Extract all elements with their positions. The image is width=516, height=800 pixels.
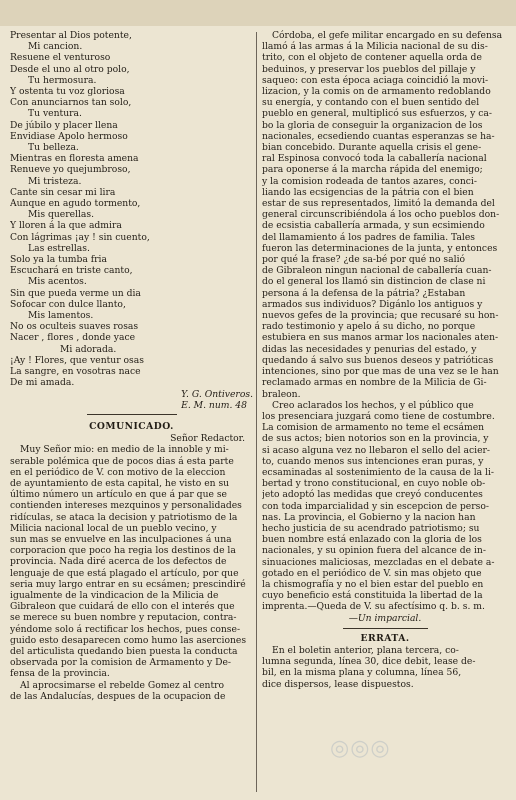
poem-line: Y ostenta tu voz gloriosa <box>10 86 125 98</box>
text-line: de Gibraleon ningun nacional de caballería cuan- <box>262 265 492 277</box>
text-line: los presenciara juzgará como tiene de costumbre. <box>262 410 495 422</box>
text-line: beduinos, y preservar los pueblos del pillaje y <box>262 63 476 75</box>
poem-line: Mi tristeza. <box>28 175 82 187</box>
text-line: Muy Señor mio: en medio de la innoble y mi- <box>20 444 229 456</box>
text-line: persona á la defensa de la pátria? ¿Estaban <box>262 287 466 299</box>
text-line: de las Andalucías, despues de la ocupacion de <box>10 690 226 702</box>
text-line: seria muy largo entrar en su ecsámen; prescindiré <box>10 578 246 590</box>
right-paragraph <box>262 30 508 400</box>
text-line: corporacion que poco ha regia los destinos de la <box>10 545 236 557</box>
text-line: intenciones, sino por que mas de una vez se le han <box>262 366 499 378</box>
text-line: jeto adoptó las medidas que creyó conducentes <box>262 489 483 501</box>
text-line: gotado en el periódico de V. sin mas objeto que <box>262 567 482 579</box>
text-line: cuyo beneficio está constituida la libertad de la <box>262 590 483 602</box>
right-column <box>262 30 508 690</box>
poem-line: Nacer , flores , donde yace <box>10 332 136 344</box>
text-line: del llamamiento á los padres de familia. Tales <box>262 231 476 243</box>
text-line: Creo aclarados los hechos, y el público que <box>272 399 474 411</box>
poem-line: Desde el uno al otro polo, <box>10 63 130 75</box>
text-line: Al aprocsimarse el rebelde Gomez al centro <box>20 679 225 691</box>
text-line: lenguaje de que está plagado el artículo, por que <box>10 567 239 579</box>
poem-line: Envidiase Apolo hermoso <box>10 130 128 142</box>
text-line: pueblo en general, multiplicó sus esfuerzos, y ca- <box>262 108 492 120</box>
text-line: en el periódico de V. con motivo de la eleccion <box>10 466 226 478</box>
text-line: nacionales, y su opinion fuera del alcance de in- <box>262 545 486 557</box>
errata-text <box>262 645 508 690</box>
poem-line: Mis lamentos. <box>28 310 94 322</box>
text-line: observada por la comision de Armamento y De- <box>10 657 231 669</box>
poem-line: Mis querellas. <box>28 209 95 221</box>
text-line: se merece su buen nombre y reputacion, contra- <box>10 612 237 624</box>
text-line: si acaso alguna vez no llebaron el sello del acier- <box>262 444 491 456</box>
poem-line: De mi amada. <box>10 377 75 389</box>
comunicado-heading: COMUNICADO. <box>89 420 174 432</box>
text-line: de ayuntamiento de esta capital, he visto en su <box>10 477 230 489</box>
text-line: ecsaminadas al sostenimiento de la causa de la li- <box>262 466 495 478</box>
poem-line: Aunque en agudo tormento, <box>10 198 141 210</box>
text-line: sinuaciones maliciosas, mezcladas en el debate a- <box>262 556 495 568</box>
text-line: nacionales, ecsediendo cuantas esperanzas se ha- <box>262 130 495 142</box>
left-paragraph <box>10 444 253 679</box>
errata-line: En el boletin anterior, plana tercera, co- <box>272 644 459 656</box>
poem-line: Sofocar con dulce llanto, <box>10 298 126 310</box>
text-line: yéndome solo á rectificar los hechos, pues conse- <box>10 623 241 635</box>
text-line: liando las ecsigencias de la pátria con el bien <box>262 186 474 198</box>
errata-line: dice dispersos, lease dispuestos. <box>262 678 414 690</box>
text-line: Córdoba, el gefe militar encargado en su defensa <box>272 30 503 41</box>
errata-line: bil, en la misma plana y columna, línea 56, <box>262 667 462 679</box>
poem-line: No os oculteis suaves rosas <box>10 321 139 333</box>
text-line: último número un artículo en que á par que se <box>10 489 227 501</box>
text-line: de ecsistia caballería armada, y sun ecsimiendo <box>262 220 485 232</box>
poem-line: Mis acentos. <box>28 276 87 288</box>
page-top-edge <box>0 0 516 26</box>
poem-line: Con anunciarnos tan solo, <box>10 97 132 109</box>
poem-line: Con lágrimas ¡ay ! sin cuento, <box>10 231 150 243</box>
text-line: y la comision rodeada de tantos azares, conci- <box>262 175 477 187</box>
text-line: La comision de armamento no teme el ecsámen <box>262 422 485 434</box>
text-line: trito, con el objeto de contener aquella orda de <box>262 52 482 64</box>
text-line: didas las necesidades y penurias del estado, y <box>262 343 477 355</box>
poem-line: Mientras en floresta amena <box>10 153 139 165</box>
text-line: do el general los llamó sin distincion de clase ni <box>262 276 486 288</box>
text-line: rado testimonio y apelo á su dicho, no porque <box>262 321 476 333</box>
text-line: armados sus individuos? Digánlo los antiguos y <box>262 298 483 310</box>
text-line: bo la gloria de conseguir la organizacion de los <box>262 119 483 131</box>
text-line: su energía, y contando con el buen sentido del <box>262 97 480 109</box>
poem-line: Renueve yo quejumbroso, <box>10 164 131 176</box>
section-divider <box>87 414 177 415</box>
poem-signature: Y. G. Ontiveros. <box>181 388 253 400</box>
text-line: quedando á salvo sus buenos deseos y patrióticas <box>262 354 494 366</box>
text-line: de sus actos; bien notorios son en la provincia, y <box>262 433 489 445</box>
text-line: fueron las determinaciones de la junta, y entonces <box>262 242 498 254</box>
text-line: por qué la frase? ¿de sa-bé por qué no salió <box>262 254 466 266</box>
text-line: to, cuando menos sus intenciones eran puras, y <box>262 455 484 467</box>
text-line: saqueo: con esta época aciaga coincidió la movi- <box>262 74 489 86</box>
poem-line: Resuene el venturoso <box>10 52 111 64</box>
text-line: serable polémica que de pocos dias á esta parte <box>10 455 234 467</box>
poem-line: Tu belleza. <box>28 142 79 154</box>
poem-line: De júbilo y placer llena <box>10 119 118 131</box>
poem-line: La sangre, en vosotras nace <box>10 366 141 378</box>
signoff: —Un imparcial. <box>348 612 422 624</box>
text-line: braleon. <box>262 388 301 400</box>
poem-line: Mi adorada. <box>60 343 117 355</box>
right-paragraph <box>262 400 508 613</box>
poem-line: Cante sin cesar mi lira <box>10 186 116 198</box>
poem <box>10 30 253 389</box>
text-line: para oponerse á la marcha rápida del enemigo; <box>262 164 483 176</box>
text-line: bian concebido. Durante aquella crisis el gene- <box>262 142 482 154</box>
text-line: ral Espinosa convocó toda la caballería nacional <box>262 153 487 165</box>
text-line: lizacion, y la comis on de armamento redoblando <box>262 86 491 98</box>
text-line: igualmente de la vindicacion de la Milicia de <box>10 589 219 601</box>
text-line: general circunscribiéndola á los ocho pueblos don- <box>262 209 500 221</box>
poem-line: Y lloren á la que admira <box>10 220 122 232</box>
errata-line: lumna segunda, línea 30, dice debit, lease de- <box>262 656 476 668</box>
column-divider <box>256 32 257 792</box>
poem-line: Tu ventura. <box>28 108 82 120</box>
left-body-text <box>10 444 253 702</box>
poem-line: Solo ya la tumba fria <box>10 254 107 266</box>
text-line: imprenta.—Queda de V. su afectísimo q. b. s. m. <box>262 601 485 613</box>
text-line: Milicia nacional local de un pueblo vecino, y <box>10 522 217 534</box>
poem-reference: E. M. num. 48 <box>181 399 247 411</box>
text-line: bertad y trono constitucional, en cuyo noble ob- <box>262 478 486 490</box>
text-line: nas. La provincia, el Gobierno y la nacion han <box>262 511 476 523</box>
poem-line: Mi cancion. <box>28 41 83 53</box>
text-line: hecho justicia de su acendrado patriotismo; su <box>262 522 480 534</box>
text-line: provincia. Nada diré acerca de los defectos de <box>10 556 227 568</box>
right-body-text <box>262 30 508 613</box>
poem-line: Sin que pueda verme un dia <box>10 287 141 299</box>
poem-line: Las estrellas. <box>28 242 90 254</box>
errata-divider <box>343 628 428 629</box>
text-line: reclamado armas en nombre de la Milicia de Gi- <box>262 377 487 389</box>
salutation: Señor Redactor. <box>170 433 245 445</box>
text-line: fensa de la provincia. <box>10 668 110 680</box>
text-line: llamó á las armas á la Milicia nacional de su dis- <box>262 41 488 53</box>
text-line: buen nombre está enlazado con la gloria de los <box>262 534 482 546</box>
text-line: contienden intereses mezquinos y personalidades <box>10 500 242 512</box>
text-line: estar de sus representados, limitó la demanda del <box>262 198 495 210</box>
poem-line: Tu hermosura. <box>28 74 97 86</box>
left-paragraph <box>10 680 253 702</box>
text-line: estubiera en sus manos armar los nacionales aten- <box>262 332 499 344</box>
text-line: Gibraleon que cuidará de ello con el interés que <box>10 601 235 613</box>
errata-heading: ERRATA. <box>360 632 410 644</box>
text-line: con toda imparcialidad y sin escepcion de perso- <box>262 500 489 512</box>
left-column <box>10 30 253 702</box>
text-line: sun mas se envuelve en las inculpaciones á una <box>10 533 232 545</box>
poem-line: ¡Ay ! Flores, que ventur osas <box>10 354 144 366</box>
text-line: la chismografía y no el bien estar del pueblo en <box>262 578 484 590</box>
text-line: ridículas, se ataca la decision y patriotismo de la <box>10 511 238 523</box>
watermark: ◎◎◎ <box>330 736 391 761</box>
text-line: guido esto desaparecen como humo las aserciones <box>10 634 247 646</box>
poem-line: Presentar al Dios potente, <box>10 30 132 41</box>
text-line: nuevos gefes de la provincia; que recusaré su hon- <box>262 310 499 322</box>
poem-line: Escuchará en triste canto, <box>10 265 133 277</box>
text-line: del articulista quedando bien puesta la conducta <box>10 645 238 657</box>
